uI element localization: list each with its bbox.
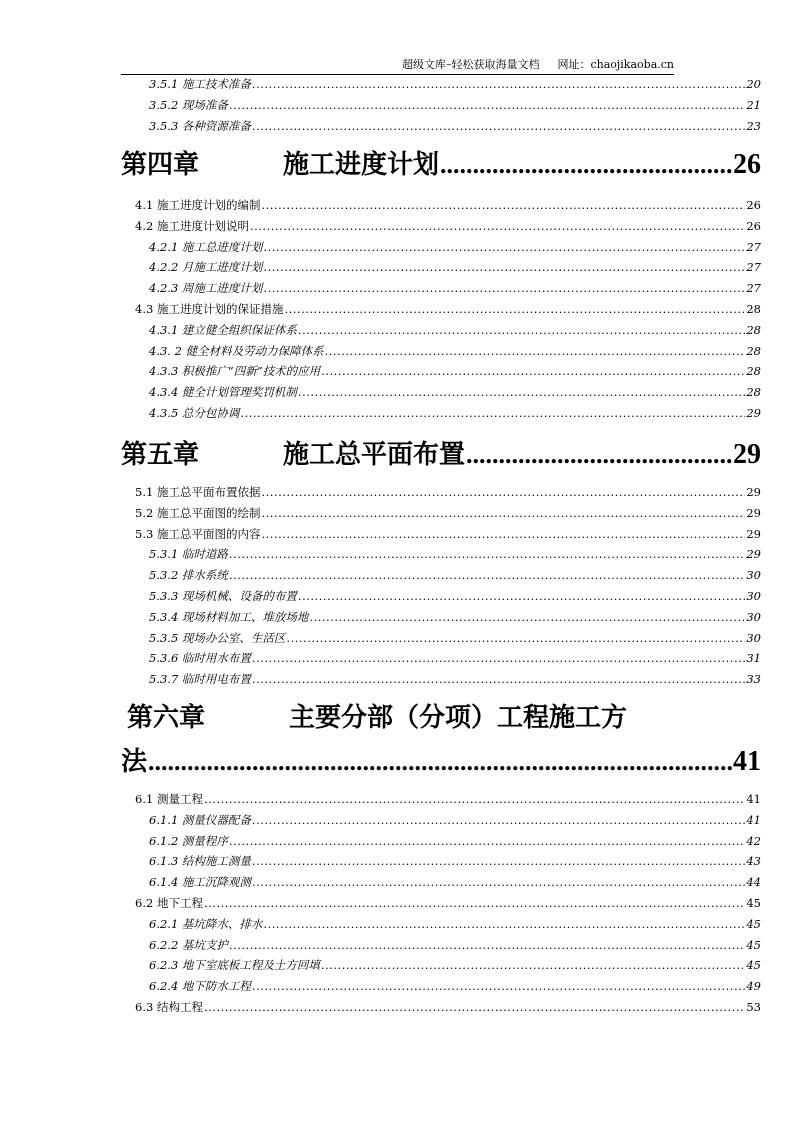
- entry-page: 30: [746, 588, 761, 603]
- entry-page: 33: [746, 672, 761, 687]
- entry-label: 3.5.2 现场准备: [149, 97, 228, 112]
- dot-leader: [321, 361, 745, 382]
- entry-page: 28: [746, 343, 761, 358]
- dot-leader: [284, 299, 745, 320]
- dot-leader: [298, 382, 745, 403]
- entry-label: 6.2.3 地下室底板工程及土方回填: [149, 958, 320, 973]
- toc-entry[interactable]: [121, 257, 761, 278]
- chapter-title: 施工总平面布置: [283, 440, 466, 470]
- entry-page: 29: [746, 526, 761, 541]
- dot-leader: [325, 341, 746, 362]
- entry-page: 44: [746, 875, 761, 890]
- entry-page: 53: [746, 999, 761, 1014]
- chapter-page: 26: [733, 149, 761, 180]
- entry-label: 6.3 结构工程: [135, 999, 203, 1014]
- dot-leader: [250, 216, 745, 237]
- toc-entry[interactable]: [121, 216, 761, 237]
- toc-entry[interactable]: [121, 195, 761, 216]
- entry-page: 41: [746, 792, 761, 806]
- entry-page: 45: [746, 895, 761, 910]
- toc-entry[interactable]: [121, 893, 761, 914]
- entry-label: 6.1.2 测量程序: [149, 833, 228, 848]
- dot-leader: [229, 565, 745, 586]
- toc-entry[interactable]: [121, 95, 761, 116]
- dot-leader: [252, 116, 745, 137]
- dot-leader: [252, 648, 745, 669]
- dot-leader: [263, 257, 745, 278]
- dot-leader: [204, 893, 745, 914]
- dot-leader: [252, 74, 745, 95]
- header-site: 超级文库–轻松获取海量文档: [401, 58, 540, 71]
- toc-entry[interactable]: [121, 74, 761, 95]
- dot-leader: [466, 429, 732, 481]
- entry-page: 31: [746, 651, 761, 666]
- chapter-title-cont: 法: [121, 747, 148, 777]
- chapter-number: 第六章: [127, 703, 206, 733]
- toc-entry[interactable]: [121, 361, 761, 382]
- entry-label: 4.3 施工进度计划的保证措施: [135, 301, 284, 316]
- toc-entry[interactable]: [121, 955, 761, 976]
- toc-entry[interactable]: [121, 810, 761, 831]
- toc-entry[interactable]: [121, 524, 761, 545]
- entry-label: 6.1.4 施工沉降观测: [149, 875, 251, 890]
- toc-entry[interactable]: [121, 648, 761, 669]
- entry-label: 6.1 测量工程: [135, 792, 203, 806]
- entry-label: 6.2.2 基坑支护: [149, 937, 228, 952]
- entry-page: 45: [746, 958, 761, 973]
- entry-label: 5.3.5 现场办公室、生活区: [149, 630, 286, 645]
- entry-page: 30: [746, 630, 761, 645]
- header-url: 网址：chaojikaoba.cn: [557, 58, 674, 71]
- chapter-page: 41: [733, 746, 761, 777]
- dot-leader: [252, 851, 745, 872]
- dot-leader: [229, 831, 745, 852]
- entry-label: 3.5.3 各种资源准备: [149, 118, 251, 133]
- dot-leader: [229, 935, 745, 956]
- entry-label: 6.1.3 结构施工测量: [149, 854, 251, 869]
- entry-label: 6.2.4 地下防水工程: [149, 979, 251, 994]
- entry-label: 4.1 施工进度计划的编制: [135, 198, 261, 212]
- dot-leader: [252, 872, 745, 893]
- dot-leader: [229, 544, 745, 565]
- toc-chapter-6: [121, 789, 761, 1018]
- entry-page: 29: [746, 405, 761, 420]
- dot-leader: [261, 195, 745, 216]
- entry-label: 6.2.1 基坑降水、排水: [149, 916, 263, 931]
- chapter-page: 29: [733, 439, 761, 470]
- entry-page: 41: [746, 812, 761, 827]
- toc-entry[interactable]: [121, 503, 761, 524]
- entry-label: 4.3.4 健全计划管理奖罚机制: [149, 385, 297, 400]
- entry-page: 27: [746, 260, 761, 275]
- dot-leader: [252, 976, 745, 997]
- dot-leader: [321, 955, 745, 976]
- toc-entry[interactable]: [121, 116, 761, 137]
- toc-entry[interactable]: [121, 586, 761, 607]
- entry-page: 49: [746, 979, 761, 994]
- dot-leader: [204, 789, 745, 810]
- entry-label: 6.1.1 测量仪器配备: [149, 812, 251, 827]
- entry-page: 28: [746, 301, 761, 316]
- dot-leader: [252, 669, 745, 690]
- toc-section-3: [121, 74, 761, 136]
- entry-page: 27: [746, 239, 761, 254]
- chapter-number: 第四章: [121, 150, 200, 180]
- entry-label: 5.3.3 现场机械、设备的布置: [149, 588, 297, 603]
- toc-chapter-4: [121, 195, 761, 424]
- toc-entry[interactable]: [121, 669, 761, 690]
- entry-page: 20: [746, 77, 761, 91]
- entry-label: 5.2 施工总平面图的绘制: [135, 505, 261, 520]
- entry-page: 29: [746, 547, 761, 562]
- entry-page: 26: [746, 198, 761, 212]
- toc-entry[interactable]: [121, 341, 761, 362]
- entry-label: 5.3 施工总平面图的内容: [135, 526, 261, 541]
- entry-label: 4.3.3 积极推广“四新”技术的应用: [149, 364, 321, 379]
- dot-leader: [261, 482, 745, 503]
- dot-leader: [240, 403, 745, 424]
- dot-leader: [263, 914, 745, 935]
- entry-page: 27: [746, 281, 761, 296]
- entry-page: 29: [746, 485, 761, 499]
- page-header: [121, 56, 674, 75]
- toc-entry[interactable]: [121, 976, 761, 997]
- dot-leader: [261, 524, 745, 545]
- entry-label: 4.2 施工进度计划说明: [135, 218, 249, 233]
- dot-leader: [252, 810, 745, 831]
- chapter-title: 主要分部（分项）工程施工方: [289, 703, 628, 733]
- chapter-number: 第五章: [121, 440, 200, 470]
- entry-page: 28: [746, 322, 761, 337]
- entry-label: 4.3.5 总分包协调: [149, 405, 240, 420]
- chapter-4-heading[interactable]: [121, 139, 761, 191]
- toc-entry[interactable]: [121, 607, 761, 628]
- dot-leader: [229, 95, 745, 116]
- entry-page: 28: [746, 385, 761, 400]
- entry-label: 4.3.1 建立健全组织保证体系: [149, 322, 297, 337]
- dot-leader: [263, 278, 745, 299]
- entry-page: 29: [746, 505, 761, 520]
- entry-page: 26: [746, 218, 761, 233]
- entry-label: 5.3.2 排水系统: [149, 568, 228, 583]
- entry-page: 30: [746, 609, 761, 624]
- entry-label: 4.3. 2 健全材料及劳动力保障体系: [149, 343, 324, 358]
- toc-entry[interactable]: [121, 382, 761, 403]
- entry-label: 4.2.1 施工总进度计划: [149, 239, 263, 254]
- entry-page: 42: [746, 833, 761, 848]
- dot-leader: [263, 237, 745, 258]
- dot-leader: [286, 628, 745, 649]
- dot-leader: [298, 320, 745, 341]
- dot-leader: [148, 736, 732, 788]
- toc-entry[interactable]: [121, 914, 761, 935]
- chapter-5-heading[interactable]: [121, 429, 761, 481]
- toc-entry[interactable]: [121, 831, 761, 852]
- entry-page: 45: [746, 937, 761, 952]
- toc-entry[interactable]: [121, 872, 761, 893]
- chapter-6-heading[interactable]: [121, 692, 761, 788]
- toc-entry[interactable]: [121, 997, 761, 1018]
- toc-entry[interactable]: [121, 544, 761, 565]
- entry-label: 5.3.1 临时道路: [149, 547, 228, 562]
- toc-entry[interactable]: [121, 565, 761, 586]
- entry-label: 5.3.6 临时用水布置: [149, 651, 251, 666]
- entry-page: 45: [746, 916, 761, 931]
- entry-page: 23: [746, 118, 761, 133]
- entry-label: 5.1 施工总平面布置依据: [135, 485, 261, 499]
- entry-page: 21: [746, 97, 761, 112]
- entry-page: 28: [746, 364, 761, 379]
- dot-leader: [309, 607, 745, 628]
- entry-page: 43: [746, 854, 761, 869]
- toc-entry[interactable]: [121, 403, 761, 424]
- toc-entry[interactable]: [121, 299, 761, 320]
- entry-label: 5.3.4 现场材料加工、堆放场地: [149, 609, 309, 624]
- toc-entry[interactable]: [121, 628, 761, 649]
- entry-page: 30: [746, 568, 761, 583]
- toc-entry[interactable]: [121, 482, 761, 503]
- entry-label: 6.2 地下工程: [135, 895, 203, 910]
- entry-label: 3.5.1 施工技术准备: [149, 77, 251, 91]
- dot-leader: [298, 586, 745, 607]
- entry-label: 4.2.2 月施工进度计划: [149, 260, 263, 275]
- entry-label: 5.3.7 临时用电布置: [149, 672, 251, 687]
- dot-leader: [204, 997, 745, 1018]
- toc-entry[interactable]: [121, 789, 761, 810]
- toc-entry[interactable]: [121, 237, 761, 258]
- toc-entry[interactable]: [121, 851, 761, 872]
- toc-entry[interactable]: [121, 935, 761, 956]
- toc-chapter-5: [121, 482, 761, 690]
- dot-leader: [261, 503, 745, 524]
- toc-entry[interactable]: [121, 320, 761, 341]
- dot-leader: [440, 139, 732, 191]
- chapter-title: 施工进度计划: [283, 150, 440, 180]
- entry-label: 4.2.3 周施工进度计划: [149, 281, 263, 296]
- toc-entry[interactable]: [121, 278, 761, 299]
